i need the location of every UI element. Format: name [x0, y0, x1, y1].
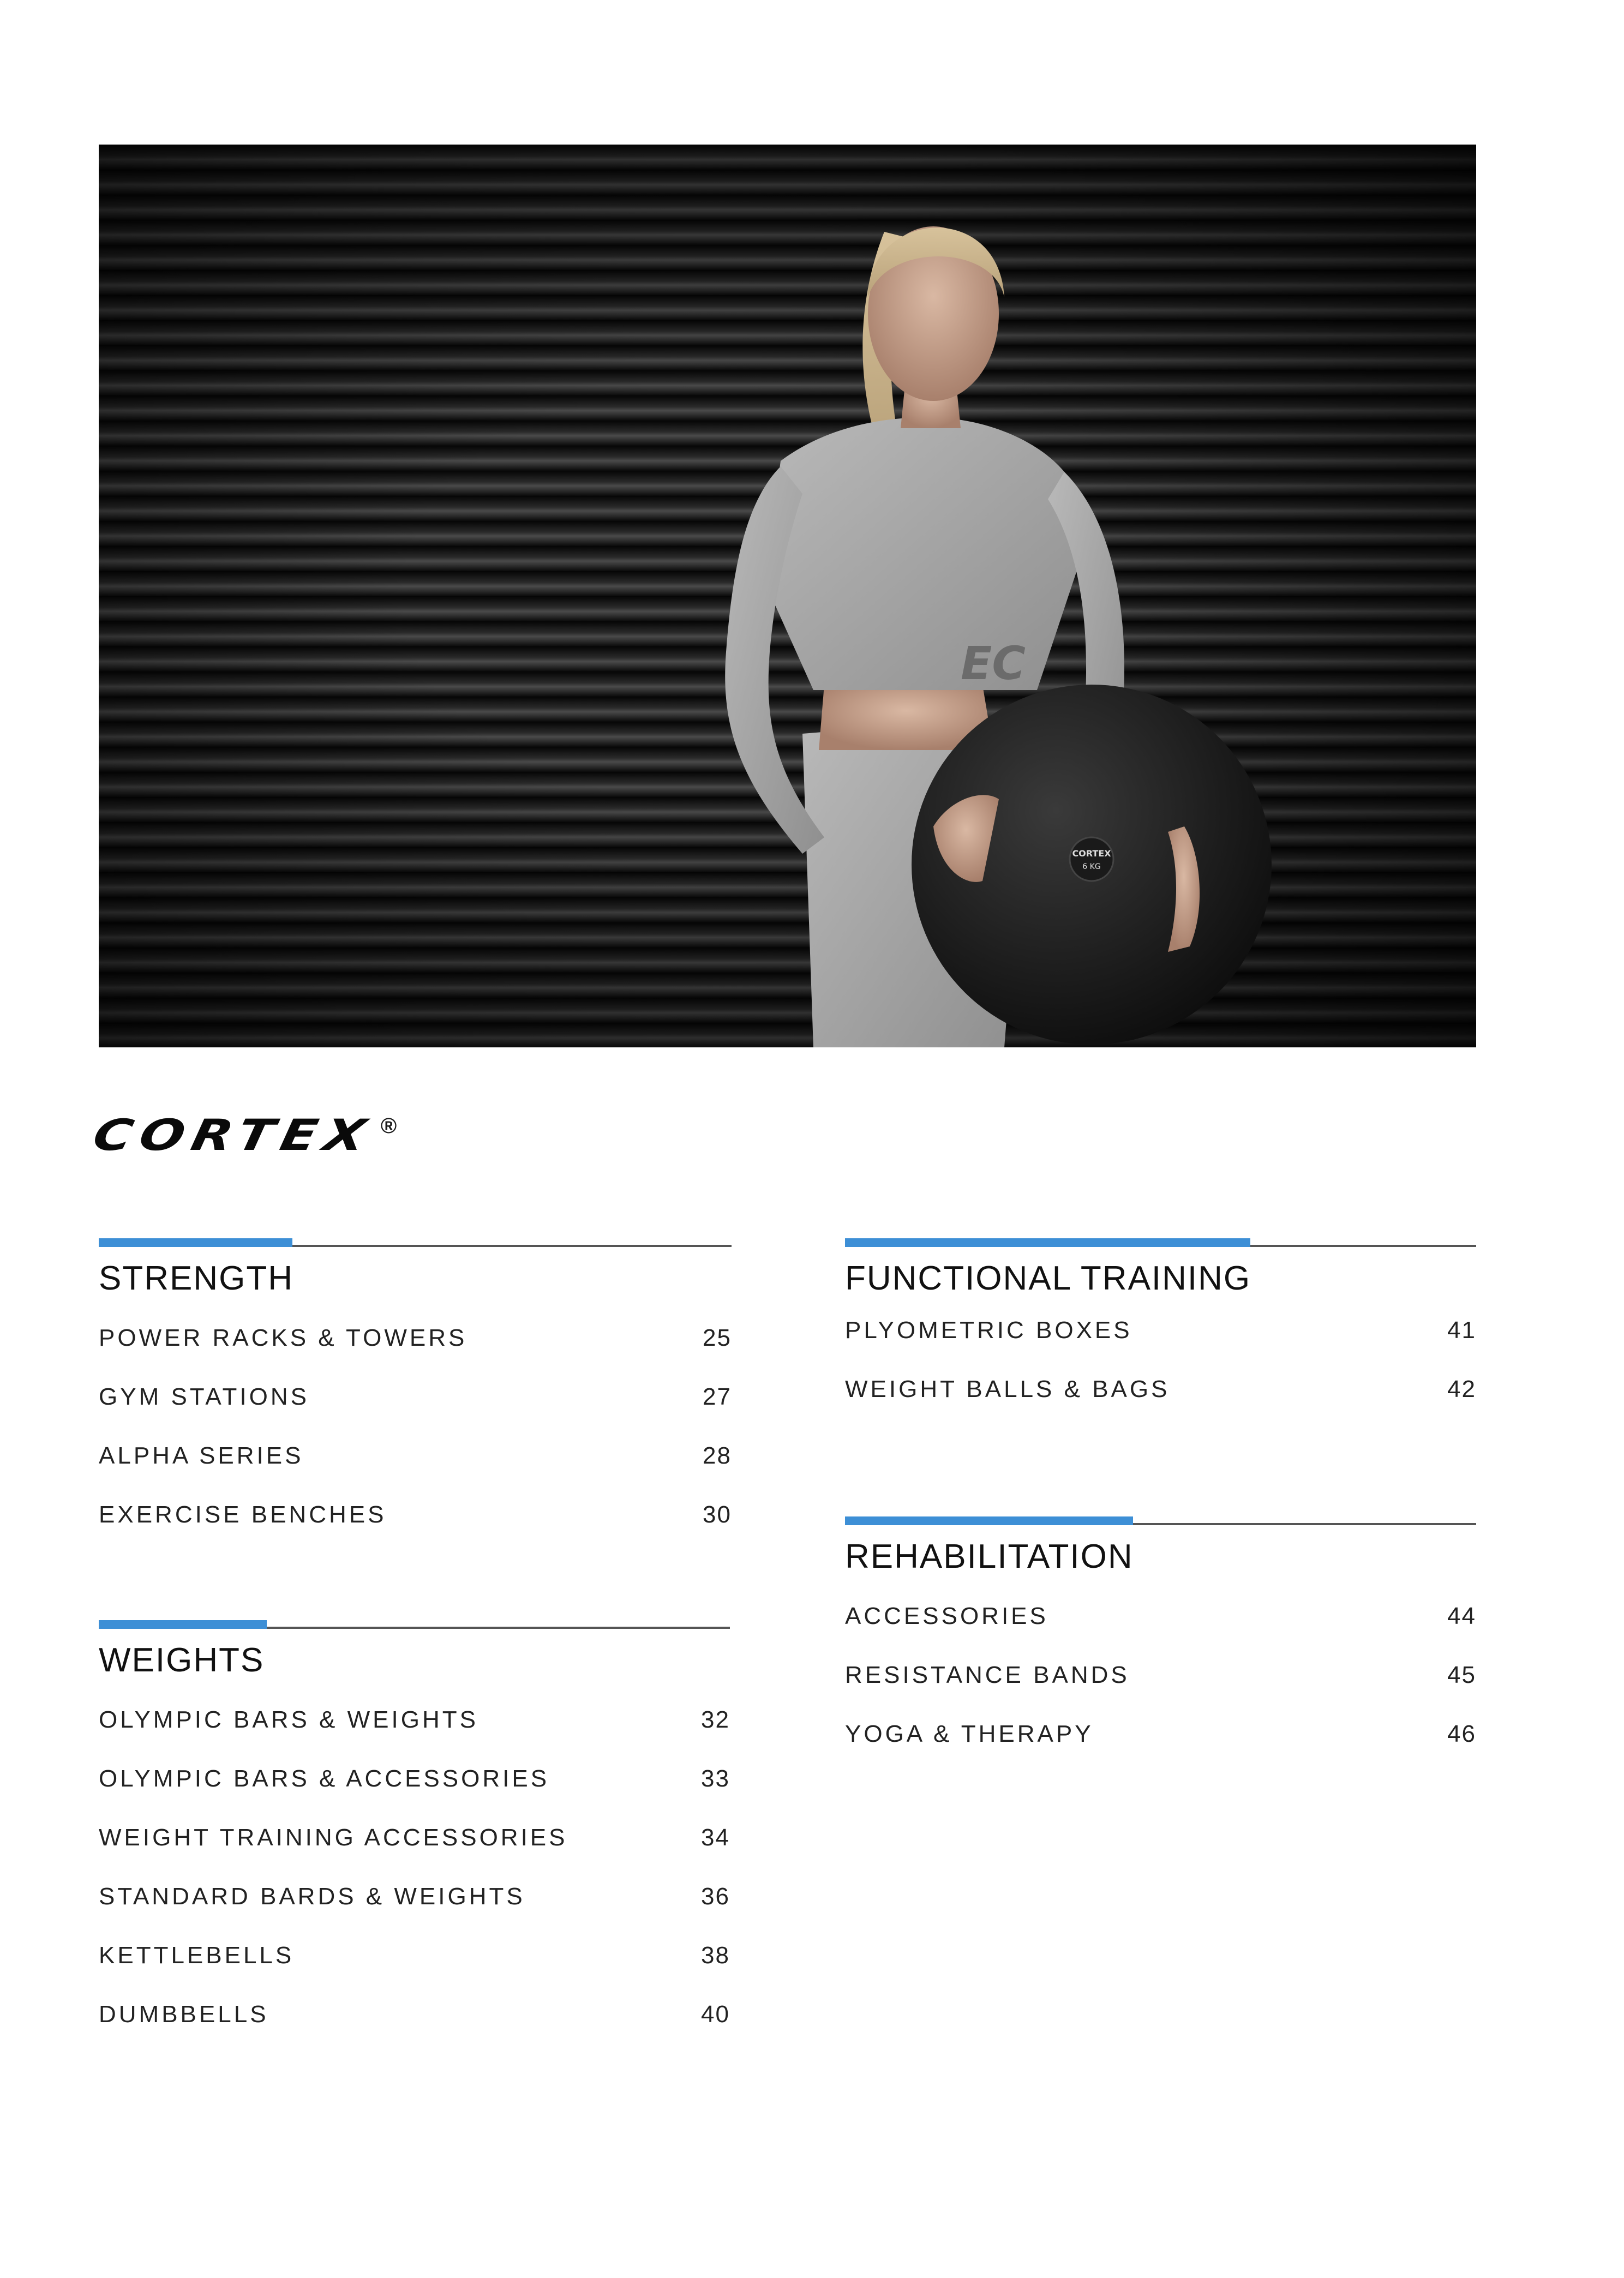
section-weights [99, 1620, 730, 2044]
registered-mark: ® [380, 1114, 397, 1138]
toc-item-olympic-bars-weights[interactable]: OLYMPIC BARS & WEIGHTS 32 [99, 1706, 730, 1733]
ball-weight-text: 6 KG [1082, 862, 1101, 871]
section-rule [845, 1238, 1476, 1247]
section-title: STRENGTH [99, 1260, 293, 1297]
toc-item-exercise-benches[interactable]: EXERCISE BENCHES 30 [99, 1501, 732, 1528]
section-rule [845, 1516, 1476, 1525]
section-title: REHABILITATION [845, 1538, 1134, 1575]
top-logo-fragment: EC [961, 637, 1026, 690]
toc-item-dumbbells[interactable]: DUMBBELLS 40 [99, 2001, 730, 2028]
section-rule [99, 1238, 732, 1247]
section-rule [99, 1620, 730, 1629]
toc-item-alpha-series[interactable]: ALPHA SERIES 28 [99, 1442, 732, 1469]
toc-item-standard-bards-weights[interactable]: STANDARD BARDS & WEIGHTS 36 [99, 1883, 730, 1910]
toc-item-plyometric-boxes[interactable]: PLYOMETRIC BOXES 41 [845, 1317, 1476, 1344]
toc-item-olympic-bars-accessories[interactable]: OLYMPIC BARS & ACCESSORIES 33 [99, 1765, 730, 1792]
ball-brand-text: CORTEX [1072, 848, 1111, 859]
toc-item-yoga-therapy[interactable]: YOGA & THERAPY 46 [845, 1721, 1476, 1747]
cortex-logo [88, 1110, 397, 1189]
toc-item-weight-training-accessories[interactable]: WEIGHT TRAINING ACCESSORIES 34 [99, 1824, 730, 1851]
toc-item-kettlebells[interactable]: KETTLEBELLS 38 [99, 1942, 730, 1969]
toc-item-weight-balls-bags[interactable]: WEIGHT BALLS & BAGS 42 [845, 1376, 1476, 1402]
section-title: WEIGHTS [99, 1641, 265, 1679]
section-title: FUNCTIONAL TRAINING [845, 1260, 1251, 1297]
toc-item-accessories[interactable]: ACCESSORIES 44 [845, 1603, 1476, 1629]
logo-wordmark: CORTEX [88, 1110, 378, 1160]
section-rehabilitation [845, 1516, 1476, 1764]
athlete-with-slam-ball-icon [99, 145, 1476, 1047]
section-strength [99, 1238, 732, 1544]
hero-photo [99, 145, 1476, 1047]
toc-item-power-racks[interactable]: POWER RACKS & TOWERS 25 [99, 1324, 732, 1351]
toc-item-gym-stations[interactable]: GYM STATIONS 27 [99, 1383, 732, 1410]
toc-item-resistance-bands[interactable]: RESISTANCE BANDS 45 [845, 1662, 1476, 1688]
section-functional-training [845, 1238, 1476, 1419]
